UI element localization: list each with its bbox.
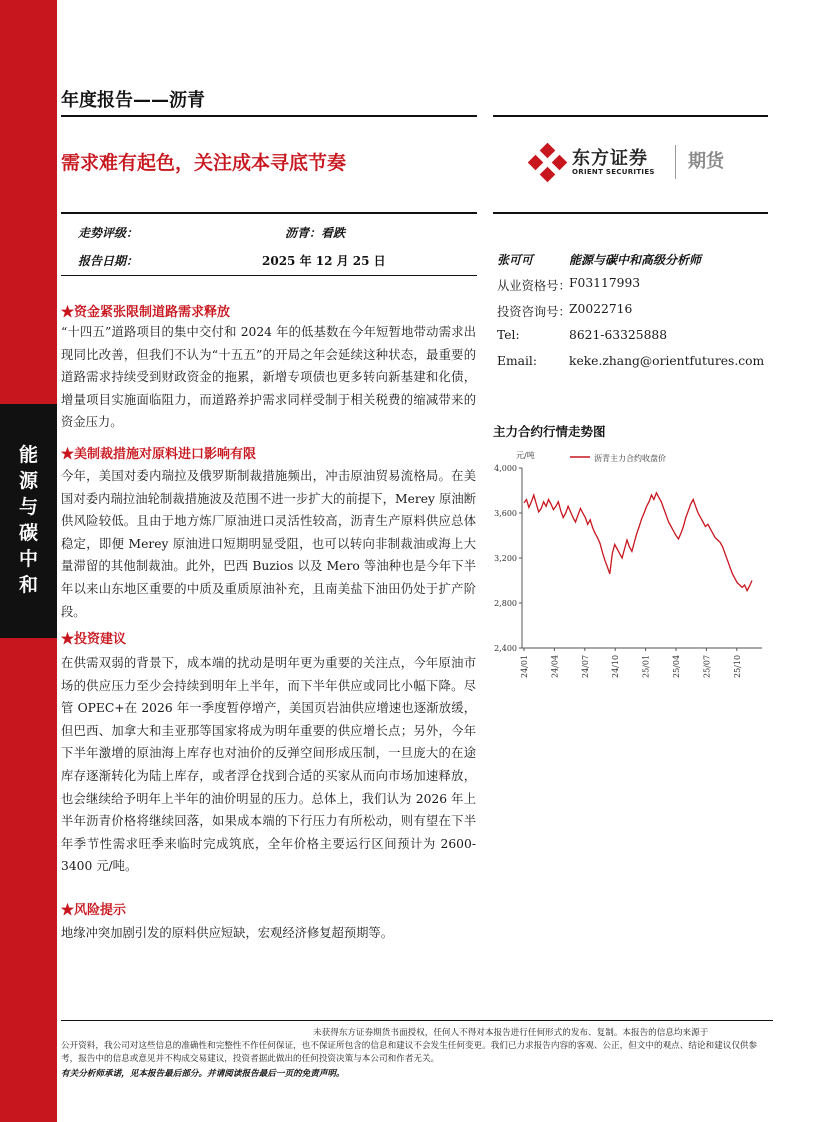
report-type: 年度报告——沥青 [61, 90, 205, 111]
logo-name-cn: 东方证券 [572, 148, 648, 169]
sector-label [0, 442, 57, 598]
analyst-title: 能源与碳中和高级分析师 [569, 253, 702, 267]
x-tick-label: 24/01 [520, 654, 529, 678]
section-body: “十四五”道路项目的集中交付和 2024 年的低基数在今年短暂地带动需求出现同比改善，但我们不认为“十五五”的开局之年会延续这种状态，最重要的道路需求持续受到财政资金的拖累，新增专项债也更多转向新基建和化债，增量项目实施面临阻力，而道路养护需求同样受制于相关税费的缩减带来的资金压力。 [61, 325, 476, 430]
header-rule [493, 115, 768, 117]
y-tick-label: 4,000 [494, 464, 517, 473]
row-label: 从业资格号： [497, 279, 571, 293]
row-label: Email: [497, 354, 537, 368]
price-series-line [524, 493, 752, 591]
logo-name-en: ORIENT SECURITIES [572, 168, 655, 176]
section-heading: ★资金紧张限制道路需求释放 [61, 305, 231, 320]
date-value: 2025 年 12 月 25 日 [262, 254, 386, 268]
headline: 需求难有起色，关注成本寻底节奏 [61, 152, 347, 174]
sector-char: 与 [18, 496, 38, 518]
row-value: Z0022716 [569, 302, 633, 316]
row-value: 8621-63325888 [569, 328, 668, 342]
logo-icon [528, 143, 568, 183]
disclaimer-line-1: 未获得东方证券期货书面授权，任何人不得对本报告进行任何形式的发布、复制。本报告的信息均来源于 [313, 1028, 709, 1038]
y-tick-label: 3,200 [494, 554, 517, 563]
row-label: Tel: [497, 328, 520, 342]
section-heading: ★风险提示 [61, 903, 127, 918]
disclaimer-line-2: 公开资料，我公司对这些信息的准确性和完整性不作任何保证，也不保证所包含的信息和建议不会发生任何变更。我们已力求报告内容的客观、公正，但文中的观点、结论和建议仅供参考，报告中的信息或意见并不构成交易建议，投资者据此做出的任何投资决策与本公司和作者无关。 [61, 1041, 758, 1064]
x-tick-label: 25/07 [702, 654, 712, 678]
x-tick-label: 25/04 [672, 654, 681, 678]
section-body: 在供需双弱的背景下，成本端的扰动是明年更为重要的关注点，今年原油市场的供应压力至少会持续到明年上半年，而下半年供应或同比小幅下降。尽管 OPEC+在 2026 年一季度暂停增产，美国页岩油供应增速也逐渐放缓，但巴西、加拿大和圭亚那等国家将成为明年重要的供应增长点；另外，今年下半年激增的原油海上库存也对油价的反弹空间形成压制，一旦庞大的在途库存逐渐转化为陆上库存，或者浮仓找到合适的买家从而向市场加速释放，也会继续给予明年上半年的油价明显的压力。总体上，我们认为 2026 年上半年沥青价格将继续回落，如果成本端的下行压力有所松动，则有望在下半年季节性需求旺季来临时完成筑底，全年价格主要运行区间预计为 2600-3400 元/吨。 [61, 656, 476, 874]
rating-label: 走势评级： [78, 226, 139, 240]
section-heading: ★投资建议 [61, 632, 127, 647]
logo-divider [675, 145, 676, 179]
row-label: 投资咨询号： [497, 305, 571, 319]
x-tick-label: 24/10 [611, 654, 621, 678]
x-tick-label: 25/01 [641, 654, 651, 678]
sector-char: 和 [18, 574, 38, 596]
y-axis-label: 元/吨 [516, 451, 535, 460]
y-tick-label: 2,400 [494, 644, 517, 653]
y-tick-label: 2,800 [494, 599, 517, 608]
x-tick-label: 24/04 [550, 654, 560, 678]
meta-bottom-rule [61, 275, 477, 276]
sector-char: 能 [18, 444, 38, 466]
sector-char: 中 [18, 548, 38, 570]
section-body: 地缘冲突加剧引发的原料供应短缺，宏观经济修复超预期等。 [61, 926, 394, 940]
sector-char: 碳 [18, 522, 38, 544]
disclaimer [61, 1027, 773, 1066]
meta-rule [61, 212, 477, 214]
meta-rule [493, 212, 768, 214]
rating-value: 沥青：看跌 [285, 226, 346, 240]
chart-title: 主力合约行情走势图 [493, 424, 606, 439]
section-heading: ★美制裁措施对原料进口影响有限 [61, 447, 257, 462]
date-label: 报告日期： [78, 254, 139, 268]
y-tick-label: 3,600 [494, 509, 517, 518]
section-body: 今年，美国对委内瑞拉及俄罗斯制裁措施频出，冲击原油贸易流格局。在美国对委内瑞拉油轮制裁措施波及范围不进一步扩大的前提下，Merey 原油断供风险较低。且由于地方炼厂原油进口灵活性较高，沥青生产原料供应总体稳定，即便 Merey 原油进口短期明显受阻，也可以转向非制裁油或海上大量滞留的其他制裁油。此外，巴西 Buzios 以及 Mero 等油种也是今年下半年以来山东地区重要的中质及重质原油补充，且南美盐下油田仍处于扩产阶段。 [61, 469, 476, 619]
analyst-pledge: 有关分析师承诺，见本报告最后部分。并请阅读报告最后一页的免责声明。 [61, 1069, 345, 1079]
footer-rule [61, 1020, 773, 1021]
analyst-name: 张可可 [497, 253, 534, 267]
x-tick-label: 25/10 [732, 654, 742, 678]
email-link[interactable]: keke.zhang@orientfutures.com [569, 354, 765, 368]
x-tick-label: 24/07 [580, 654, 590, 678]
logo-subbrand: 期货 [688, 151, 724, 172]
sector-char: 源 [18, 470, 38, 492]
header-rule [61, 115, 477, 117]
legend-label: 沥青主力合约收盘价 [594, 454, 666, 463]
company-logo [528, 143, 738, 183]
row-value: F03117993 [569, 276, 641, 290]
price-chart [490, 446, 770, 696]
